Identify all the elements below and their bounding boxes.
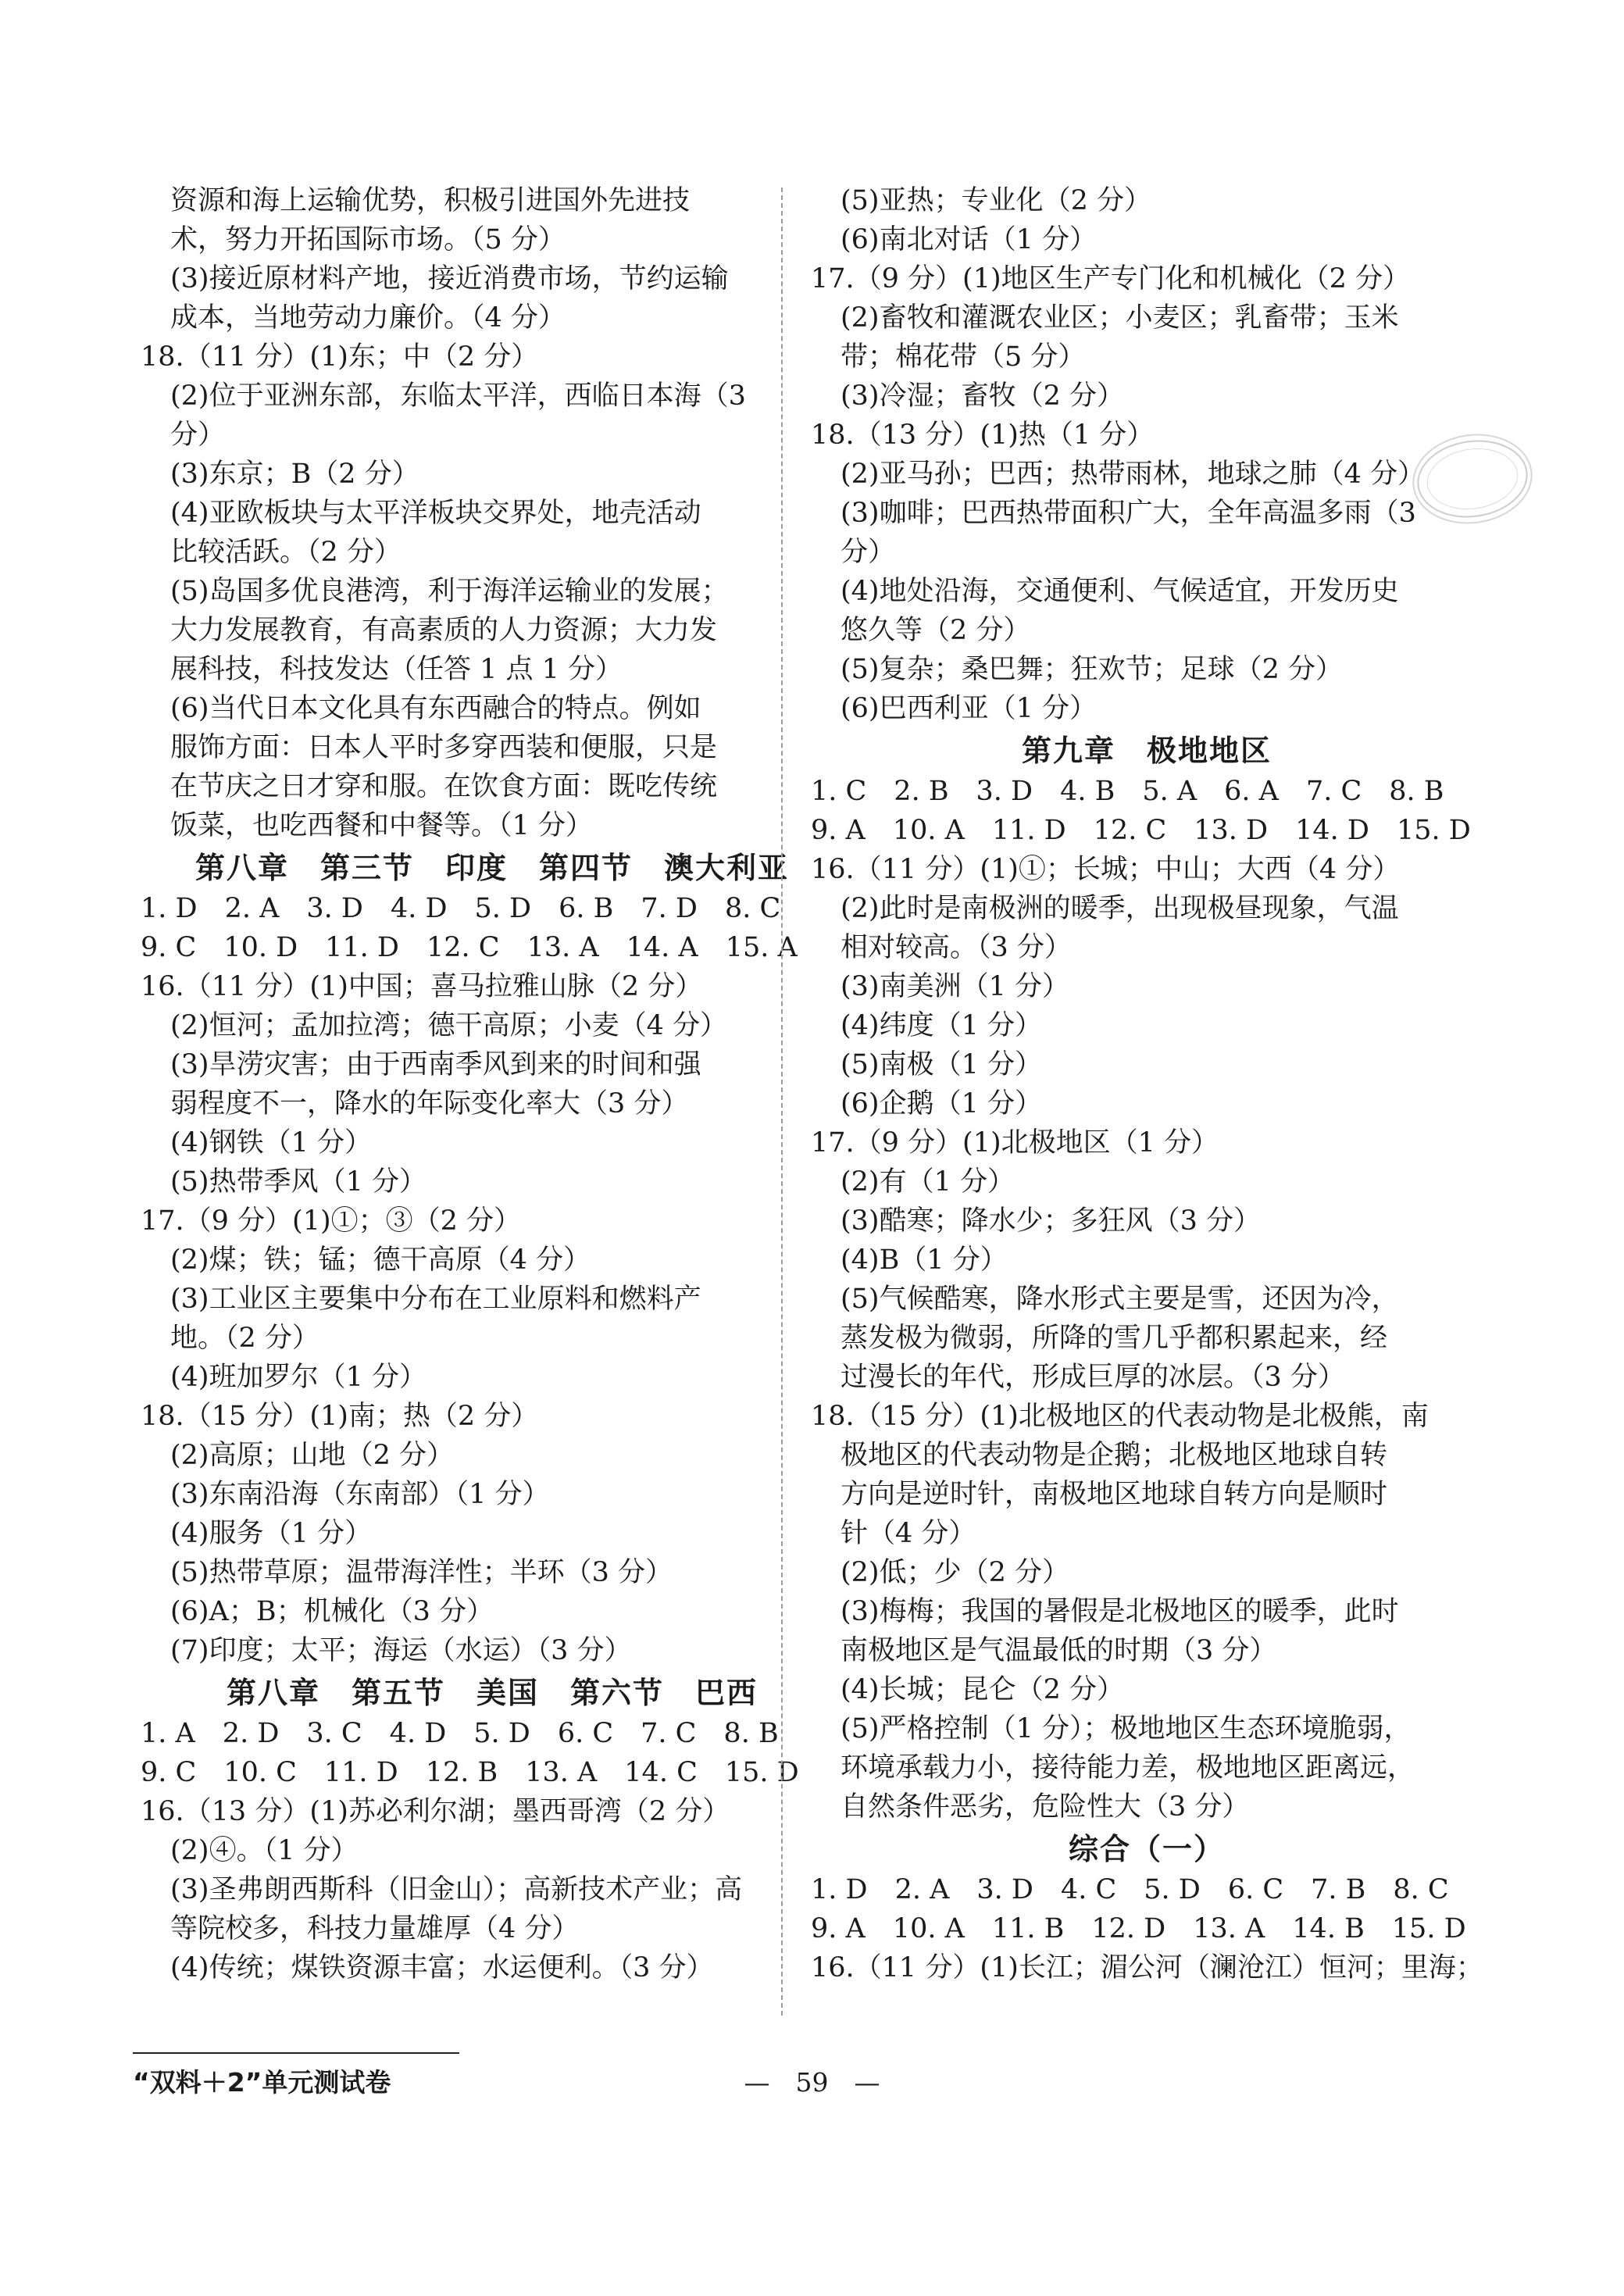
answer-line-numbered: 18.（11 分）(1)东；中（2 分） — [141, 341, 539, 373]
answer-line-numbered: 16.（11 分）(1)长江；湄公河（澜沧江）恒河；里海； — [811, 1952, 1483, 1984]
answer-line: 针（4 分） — [841, 1518, 976, 1549]
answer-line: (3)东南沿海（东南部）（1 分） — [170, 1479, 550, 1510]
answer-line: (3)咖啡；巴西热带面积广大，全年高温多雨（3 — [841, 498, 1416, 529]
answer-line: (2)位于亚洲东部，东临太平洋，西临日本海（3 — [170, 380, 746, 412]
answer-line: (6)当代日本文化具有东西融合的特点。例如 — [170, 693, 701, 724]
answer-line: 南极地区是气温最低的时期（3 分） — [841, 1635, 1277, 1666]
answer-line: (4)亚欧板块与太平洋板块交界处，地壳活动 — [170, 498, 701, 529]
page-number: — 59 — — [744, 2067, 880, 2098]
answer-line-numbered: 18.（15 分）(1)南；热（2 分） — [141, 1401, 539, 1432]
answer-line-numbered: 17.（9 分）(1)①；③（2 分） — [141, 1205, 522, 1237]
answer-line: 带；棉花带（5 分） — [841, 341, 1086, 373]
answer-line: 展科技，科技发达（任答 1 点 1 分） — [170, 654, 623, 685]
answer-line: (3)梅梅；我国的暑假是北极地区的暖季，此时 — [841, 1596, 1399, 1627]
answer-line-numbered: 1. D 2. A 3. D 4. C 5. D 6. C 7. B 8. C — [811, 1874, 1449, 1905]
answer-line: (3)圣弗朗西斯科（旧金山）；高新技术产业；高 — [170, 1874, 743, 1905]
answer-line-numbered: 1. D 2. A 3. D 4. D 5. D 6. B 7. D 8. C — [141, 893, 781, 924]
answer-line: 地。（2 分） — [170, 1323, 319, 1354]
section-heading: 综合（一） — [1068, 1832, 1225, 1866]
answer-line: (2)低；少（2 分） — [841, 1557, 1069, 1588]
answer-line: (6)A；B；机械化（3 分） — [170, 1596, 494, 1627]
answer-line: 自然条件恶劣，危险性大（3 分） — [841, 1791, 1250, 1823]
answer-line: 蒸发极为微弱，所降的雪几乎都积累起来，经 — [841, 1323, 1388, 1354]
answer-line: (4)地处沿海，交通便利、气候适宜，开发历史 — [841, 576, 1399, 607]
answer-line-numbered: 18.（15 分）(1)北极地区的代表动物是北极熊，南 — [811, 1401, 1429, 1432]
section-heading: 第八章 第五节 美国 第六节 巴西 — [226, 1676, 758, 1710]
answer-line: (3)冷湿；畜牧（2 分） — [841, 380, 1124, 412]
answer-line: (2)高原；山地（2 分） — [170, 1440, 454, 1471]
answer-line: (2)此时是南极洲的暖季，出现极昼现象，气温 — [841, 893, 1399, 924]
right-column — [811, 181, 1483, 1987]
answer-line: 极地区的代表动物是企鹅；北极地区地球自转 — [841, 1440, 1388, 1471]
left-column — [141, 181, 844, 1987]
answer-line: (6)企鹅（1 分） — [841, 1088, 1042, 1119]
answer-line: (4)传统；煤铁资源丰富；水运便利。（3 分） — [170, 1952, 714, 1984]
answer-line: (4)B（1 分） — [841, 1244, 1008, 1276]
answer-line-numbered: 9. A 10. A 11. D 12. C 13. D 14. D 15. D — [811, 815, 1471, 846]
answer-line: (5)南极（1 分） — [841, 1049, 1042, 1080]
answer-line: (5)亚热；专业化（2 分） — [841, 185, 1151, 216]
answer-line-numbered: 1. A 2. D 3. C 4. D 5. D 6. C 7. C 8. B — [141, 1718, 779, 1749]
answer-line: (5)热带季风（1 分） — [170, 1166, 427, 1198]
answer-line: 分） — [170, 420, 226, 451]
answer-line: 过漫长的年代，形成巨厚的冰层。（3 分） — [841, 1362, 1345, 1393]
answer-line: 环境承载力小，接待能力差，极地地区距离远， — [841, 1752, 1415, 1784]
footer-rule — [133, 2052, 459, 2054]
answer-line: (7)印度；太平；海运（水运）（3 分） — [170, 1635, 632, 1666]
footer-title: “双料＋2”单元测试卷 — [133, 2067, 391, 2098]
answer-line: (5)严格控制（1 分）；极地地区生态环境脆弱， — [841, 1713, 1412, 1744]
column-divider — [781, 187, 783, 2016]
answer-line: (5)热带草原；温带海洋性；半环（3 分） — [170, 1557, 673, 1588]
answer-line-numbered: 16.（13 分）(1)苏必利尔湖；墨西哥湾（2 分） — [141, 1796, 730, 1827]
answer-line: (3)工业区主要集中分布在工业原料和燃料产 — [170, 1284, 701, 1315]
answer-line: 成本，当地劳动力廉价。（4 分） — [170, 302, 566, 334]
answer-line: (2)恒河；孟加拉湾；德干高原；小麦（4 分） — [170, 1010, 727, 1041]
answer-line: (4)钢铁（1 分） — [170, 1127, 372, 1159]
answer-line-numbered: 1. C 2. B 3. D 4. B 5. A 6. A 7. C 8. B — [811, 776, 1444, 807]
answer-line-numbered: 18.（13 分）(1)热（1 分） — [811, 420, 1155, 451]
answer-line: (3)接近原材料产地，接近消费市场，节约运输 — [170, 263, 729, 295]
answer-line-numbered: 9. C 10. C 11. D 12. B 13. A 14. C 15. D — [141, 1757, 799, 1788]
answer-line: (3)东京；B（2 分） — [170, 459, 419, 490]
answer-line-numbered: 16.（11 分）(1)①；长城；中山；大西（4 分） — [811, 854, 1401, 885]
answer-line: 在节庆之日才穿和服。在饮食方面：既吃传统 — [170, 771, 718, 802]
answer-line: 相对较高。（3 分） — [841, 932, 1072, 963]
answer-line: (2)亚马孙；巴西；热带雨林，地球之肺（4 分） — [841, 459, 1425, 490]
answer-line: (4)纬度（1 分） — [841, 1010, 1042, 1041]
answer-line: (3)南美洲（1 分） — [841, 971, 1069, 1002]
answer-line: (2)④。（1 分） — [170, 1835, 359, 1866]
answer-line: 资源和海上运输优势，积极引进国外先进技 — [170, 185, 691, 216]
answer-line: 大力发展教育，有高素质的人力资源；大力发 — [170, 615, 718, 646]
answer-line-numbered: 9. C 10. D 11. D 12. C 13. A 14. A 15. A — [141, 932, 798, 963]
answer-line: 方向是逆时针，南极地区地球自转方向是顺时 — [841, 1479, 1388, 1510]
answer-line: 比较活跃。（2 分） — [170, 537, 402, 568]
answer-line: (5)复杂；桑巴舞；狂欢节；足球（2 分） — [841, 654, 1343, 685]
answer-line: (6)巴西利亚（1 分） — [841, 693, 1097, 724]
answer-line: (2)煤；铁；锰；德干高原（4 分） — [170, 1244, 591, 1276]
answer-line: 术，努力开拓国际市场。（5 分） — [170, 224, 566, 255]
answer-line-numbered: 16.（11 分）(1)中国；喜马拉雅山脉（2 分） — [141, 971, 703, 1002]
answer-line: (6)南北对话（1 分） — [841, 224, 1097, 255]
answer-line: (4)服务（1 分） — [170, 1518, 372, 1549]
answer-line: 悠久等（2 分） — [841, 615, 1031, 646]
answer-line: 服饰方面：日本人平时多穿西装和便服，只是 — [170, 732, 718, 763]
answer-line-numbered: 9. A 10. A 11. B 12. D 13. A 14. B 15. D — [811, 1913, 1466, 1944]
answer-line-numbered: 17.（9 分）(1)北极地区（1 分） — [811, 1127, 1219, 1159]
answer-line: (5)岛国多优良港湾，利于海洋运输业的发展； — [170, 576, 729, 607]
section-heading: 第八章 第三节 印度 第四节 澳大利亚 — [195, 851, 789, 885]
answer-line: (2)有（1 分） — [841, 1166, 1015, 1198]
answer-line: (4)班加罗尔（1 分） — [170, 1362, 427, 1393]
answer-line: 分） — [841, 537, 896, 568]
answer-line: (3)旱涝灾害；由于西南季风到来的时间和强 — [170, 1049, 701, 1080]
answer-line: 等院校多，科技力量雄厚（4 分） — [170, 1913, 580, 1944]
answer-line: (3)酷寒；降水少；多狂风（3 分） — [841, 1205, 1261, 1237]
answer-line: 饭菜，也吃西餐和中餐等。（1 分） — [170, 810, 593, 841]
answer-line: 弱程度不一，降水的年际变化率大（3 分） — [170, 1088, 689, 1119]
answer-line: (2)畜牧和灌溉农业区；小麦区；乳畜带；玉米 — [841, 302, 1399, 334]
answer-line: (4)长城；昆仑（2 分） — [841, 1674, 1124, 1705]
answer-line: (5)气候酷寒，降水形式主要是雪，还因为冷， — [841, 1284, 1399, 1315]
section-heading: 第九章 极地地区 — [1021, 734, 1272, 768]
answer-line-numbered: 17.（9 分）(1)地区生产专门化和机械化（2 分） — [811, 263, 1411, 295]
